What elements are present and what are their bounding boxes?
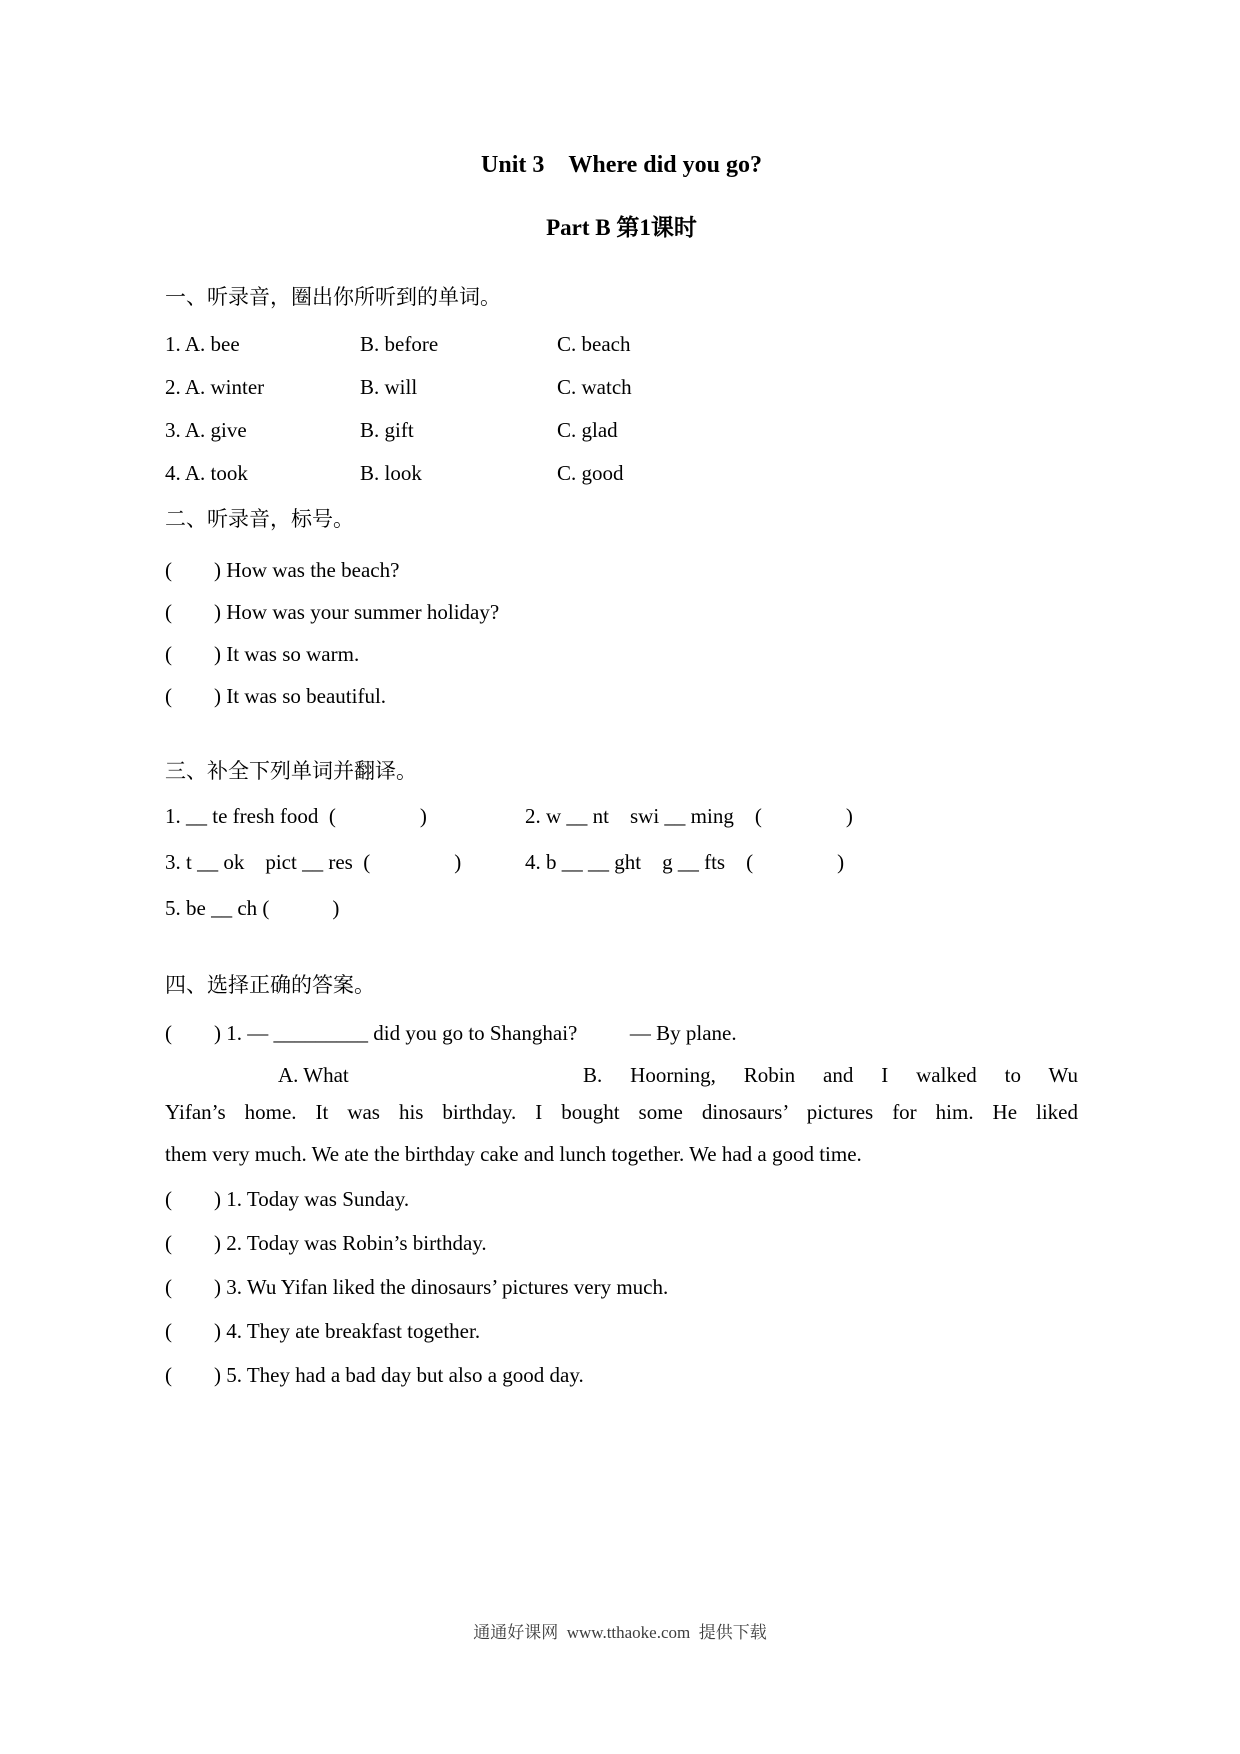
mcq-options-line [165,1059,1078,1091]
word-completion-item [525,885,1078,931]
word-option-b: B. gift [360,418,414,442]
numbering-item: ( ) How was the beach? [165,558,400,582]
word-choice-row [165,452,1078,495]
word-choice-row [165,366,1078,409]
word-completion-item: 2. w __ nt swi __ ming ( ) [525,804,853,828]
footer-credit: 通通好课网 www.tthaoke.com 提供下载 [473,1623,767,1642]
word-choice-row [165,323,1078,366]
word-completion-item: 5. be __ ch ( ) [165,896,340,920]
true-false-items [165,1177,1078,1397]
word-option-c: C. good [557,461,624,485]
numbering-item: ( ) How was your summer holiday? [165,600,500,624]
word-completion-row [165,793,1078,839]
true-false-item: ( ) 2. Today was Robin’s birthday. [165,1231,487,1255]
mcq-question: ( ) 1. — _________ did you go to Shanghai? — By plane. [165,1021,737,1045]
word-option-a: 4. A. took [165,461,248,485]
word-option-b: B. look [360,461,422,485]
section-4-heading: 四、选择正确的答案。 [165,973,375,997]
true-false-item: ( ) 3. Wu Yifan liked the dinosaurs’ pictures very much. [165,1275,669,1299]
reading-passage [165,1091,1078,1175]
word-completion-row [165,885,1078,931]
passage-line: Yifan’s home. It was his birthday. I bought some dinosaurs’ pictures for him. He liked [165,1100,1078,1124]
doc-subtitle: Part B 第1课时 [546,215,697,240]
mcq-option-a: A. What [278,1063,349,1087]
word-option-a: 1. A. bee [165,332,240,356]
section-2-heading: 二、听录音，标号。 [165,507,354,531]
word-completion-item: 3. t __ ok pict __ res ( ) [165,850,462,874]
word-option-b: B. before [360,332,439,356]
true-false-item: ( ) 5. They had a bad day but also a good day. [165,1363,584,1387]
true-false-item: ( ) 1. Today was Sunday. [165,1187,410,1211]
true-false-item: ( ) 4. They ate breakfast together. [165,1319,481,1343]
word-option-a: 3. A. give [165,418,247,442]
word-option-c: C. glad [557,418,618,442]
word-option-c: C. beach [557,332,631,356]
mcq-option-b: B. Hoorning, Robin and I walked to Wu [583,1063,1078,1087]
worksheet-content [165,0,1078,1397]
numbering-item: ( ) It was so beautiful. [165,684,387,708]
word-option-b: B. will [360,375,418,399]
word-completion-row [165,839,1078,885]
word-choice-row [165,409,1078,452]
word-completion-item: 4. b __ __ ght g __ fts ( ) [525,850,845,874]
word-option-c: C. watch [557,375,632,399]
section-3-rows [165,793,1078,931]
passage-line: them very much. We ate the birthday cake and lunch together. We had a good time. [165,1142,862,1166]
section-3-heading: 三、补全下列单词并翻译。 [165,759,417,783]
section-2-items [165,549,1078,717]
word-option-a: 2. A. winter [165,375,265,399]
numbering-item: ( ) It was so warm. [165,642,360,666]
section-1-word-rows [165,323,1078,495]
section-1-heading: 一、听录音，圈出你所听到的单词。 [165,285,501,309]
doc-title: Unit 3 Where did you go? [481,152,762,178]
word-completion-item: 1. __ te fresh food ( ) [165,804,427,828]
